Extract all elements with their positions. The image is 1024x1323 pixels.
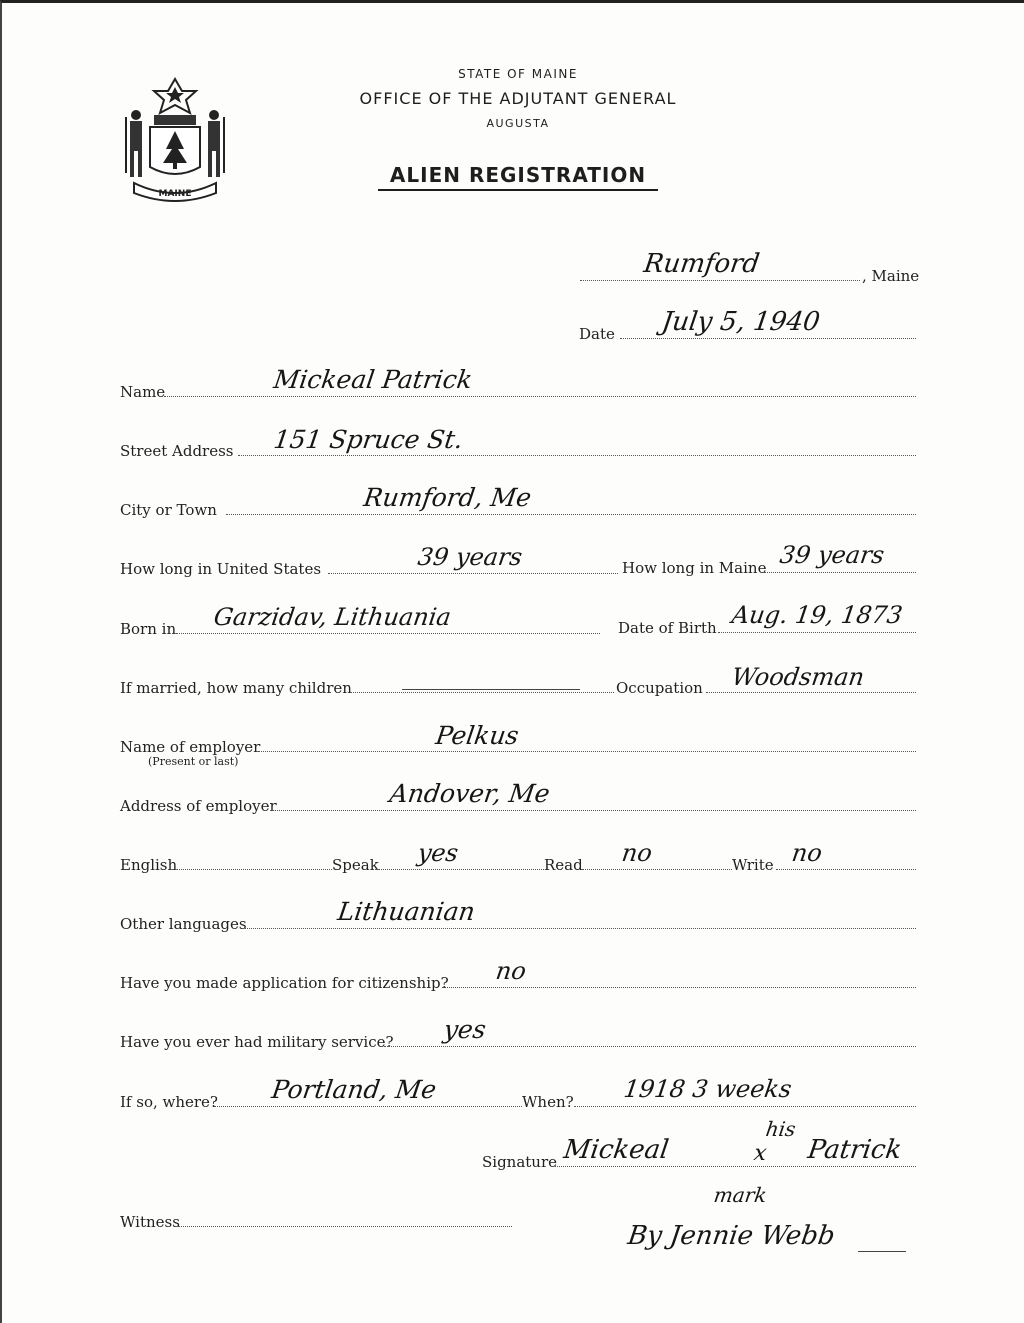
date-label: Date bbox=[579, 325, 615, 343]
date-value[interactable]: July 5, 1940 bbox=[659, 307, 822, 337]
city-town-value[interactable]: Rumford, Me bbox=[361, 483, 534, 512]
place-value[interactable]: Rumford bbox=[641, 249, 762, 279]
how-long-us-value[interactable]: 39 years bbox=[416, 543, 524, 571]
employer-address-line bbox=[272, 810, 916, 811]
date-of-birth-value[interactable]: Aug. 19, 1873 bbox=[730, 601, 905, 629]
form-title: ALIEN REGISTRATION bbox=[378, 163, 658, 191]
born-in-label: Born in bbox=[120, 620, 177, 638]
name-line bbox=[164, 396, 916, 397]
signature-mark: x bbox=[752, 1141, 769, 1166]
write-value[interactable]: no bbox=[790, 839, 824, 867]
other-languages-line bbox=[242, 928, 916, 929]
place-suffix: , Maine bbox=[862, 267, 920, 285]
employer-line bbox=[258, 751, 916, 752]
where-label: If so, where? bbox=[120, 1093, 218, 1111]
city-town-label: City or Town bbox=[120, 501, 217, 519]
employer-value[interactable]: Pelkus bbox=[433, 721, 521, 750]
date-of-birth-label: Date of Birth bbox=[618, 619, 717, 637]
speak-value[interactable]: yes bbox=[416, 839, 461, 867]
children-label: If married, how many children bbox=[120, 679, 352, 697]
citizenship-label: Have you made application for citizenship? bbox=[120, 974, 449, 992]
signature-mark-label: mark bbox=[712, 1183, 769, 1207]
signature-label: Signature bbox=[482, 1153, 558, 1171]
date-line bbox=[620, 338, 916, 339]
header-city: AUGUSTA bbox=[486, 117, 550, 130]
header-state: STATE OF MAINE bbox=[458, 67, 578, 81]
where-line bbox=[214, 1106, 522, 1107]
occupation-value[interactable]: Woodsman bbox=[730, 663, 867, 691]
signature-by-underline bbox=[858, 1251, 906, 1252]
speak-label: Speak bbox=[332, 856, 379, 874]
name-label: Name bbox=[120, 383, 166, 401]
other-languages-label: Other languages bbox=[120, 915, 247, 933]
citizenship-value[interactable]: no bbox=[494, 957, 528, 985]
write-label: Write bbox=[732, 856, 774, 874]
maine-seal-icon bbox=[120, 77, 230, 205]
how-long-us-label: How long in United States bbox=[120, 560, 322, 578]
citizenship-line bbox=[442, 987, 916, 988]
how-long-us-line bbox=[328, 573, 618, 574]
employer-sublabel: (Present or last) bbox=[148, 755, 239, 768]
name-value[interactable]: Mickeal Patrick bbox=[271, 365, 475, 394]
children-dash bbox=[402, 689, 580, 690]
signature-by[interactable]: By Jennie Webb bbox=[625, 1221, 837, 1251]
witness-label: Witness bbox=[120, 1213, 180, 1231]
signature-last[interactable]: Patrick bbox=[805, 1135, 904, 1165]
place-line bbox=[580, 280, 860, 281]
when-label: When? bbox=[522, 1093, 574, 1111]
street-address-line bbox=[238, 455, 916, 456]
when-line bbox=[574, 1106, 916, 1107]
military-label: Have you ever had military service? bbox=[120, 1033, 394, 1051]
read-value[interactable]: no bbox=[620, 839, 654, 867]
military-value[interactable]: yes bbox=[441, 1015, 488, 1044]
employer-address-value[interactable]: Andover, Me bbox=[387, 779, 552, 808]
employer-address-label: Address of employer bbox=[120, 797, 277, 815]
seal-text: MAINE bbox=[158, 189, 192, 199]
english-line bbox=[172, 869, 332, 870]
where-value[interactable]: Portland, Me bbox=[269, 1075, 439, 1104]
witness-line bbox=[178, 1226, 512, 1227]
how-long-maine-value[interactable]: 39 years bbox=[778, 541, 886, 569]
read-label: Read bbox=[544, 856, 583, 874]
occupation-label: Occupation bbox=[616, 679, 703, 697]
english-label: English bbox=[120, 856, 178, 874]
children-line bbox=[350, 692, 614, 693]
military-line bbox=[384, 1046, 916, 1047]
how-long-maine-line bbox=[764, 572, 916, 573]
signature-his: his bbox=[764, 1117, 798, 1141]
born-in-value[interactable]: Garzidav, Lithuania bbox=[212, 603, 453, 631]
occupation-line bbox=[706, 692, 916, 693]
read-line bbox=[582, 869, 732, 870]
other-languages-value[interactable]: Lithuanian bbox=[335, 897, 477, 926]
date-of-birth-line bbox=[718, 632, 916, 633]
how-long-maine-label: How long in Maine bbox=[622, 559, 767, 577]
city-town-line bbox=[226, 514, 916, 515]
header-office: OFFICE OF THE ADJUTANT GENERAL bbox=[359, 89, 677, 108]
street-address-value[interactable]: 151 Spruce St. bbox=[271, 425, 465, 454]
signature-first[interactable]: Mickeal bbox=[561, 1135, 671, 1165]
when-value[interactable]: 1918 3 weeks bbox=[622, 1075, 794, 1103]
speak-line bbox=[376, 869, 544, 870]
write-line bbox=[776, 869, 916, 870]
signature-line bbox=[552, 1166, 916, 1167]
born-in-line bbox=[176, 633, 600, 634]
employer-label: Name of employer bbox=[120, 738, 261, 756]
street-address-label: Street Address bbox=[120, 442, 234, 460]
